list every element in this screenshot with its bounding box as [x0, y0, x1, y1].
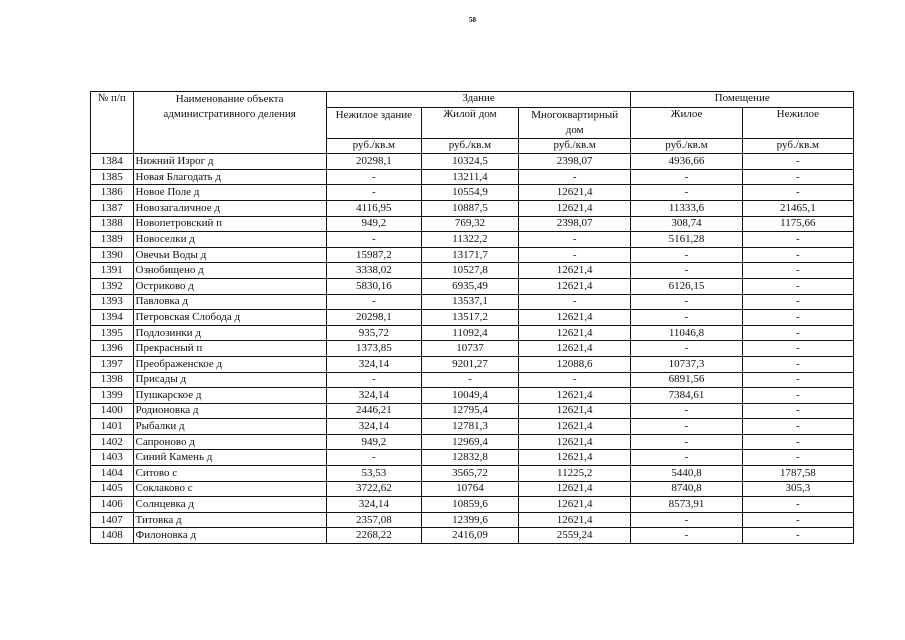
- object-name: Остриково д: [133, 278, 326, 294]
- value-nonres-premises: -: [742, 247, 853, 263]
- row-number: 1394: [91, 310, 134, 326]
- value-res-premises: -: [631, 169, 742, 185]
- value-apartment-house: -: [519, 232, 631, 248]
- value-res-premises: -: [631, 512, 742, 528]
- header-house: Жилой дом: [421, 107, 518, 138]
- table-row: [91, 294, 854, 310]
- value-res-premises: 8740,8: [631, 481, 742, 497]
- object-name: Пушкарское д: [133, 388, 326, 404]
- value-apartment-house: 12621,4: [519, 388, 631, 404]
- row-number: 1406: [91, 497, 134, 513]
- value-house: 11092,4: [421, 325, 518, 341]
- value-nonres-premises: -: [742, 263, 853, 279]
- table-row: [91, 481, 854, 497]
- value-apartment-house: 12621,4: [519, 403, 631, 419]
- object-name: Ознобищено д: [133, 263, 326, 279]
- value-res-premises: -: [631, 403, 742, 419]
- value-nonres-premises: -: [742, 278, 853, 294]
- value-res-premises: 6126,15: [631, 278, 742, 294]
- value-nonres-premises: -: [742, 294, 853, 310]
- value-nonres-building: -: [326, 372, 421, 388]
- value-nonres-building: 935,72: [326, 325, 421, 341]
- value-apartment-house: 12621,4: [519, 481, 631, 497]
- value-nonres-building: 3338,02: [326, 263, 421, 279]
- value-nonres-building: 20298,1: [326, 310, 421, 326]
- value-nonres-premises: -: [742, 512, 853, 528]
- value-apartment-house: -: [519, 169, 631, 185]
- value-apartment-house: 12088,6: [519, 356, 631, 372]
- row-number: 1396: [91, 341, 134, 357]
- row-number: 1391: [91, 263, 134, 279]
- value-nonres-premises: -: [742, 434, 853, 450]
- value-nonres-premises: -: [742, 232, 853, 248]
- value-res-premises: 6891,56: [631, 372, 742, 388]
- table-row: [91, 419, 854, 435]
- value-nonres-building: -: [326, 294, 421, 310]
- value-apartment-house: 12621,4: [519, 434, 631, 450]
- value-apartment-house: 12621,4: [519, 497, 631, 513]
- value-apartment-house: 11225,2: [519, 466, 631, 482]
- table-row: [91, 185, 854, 201]
- value-nonres-building: 324,14: [326, 497, 421, 513]
- row-number: 1384: [91, 154, 134, 170]
- table-header: [91, 92, 854, 154]
- row-number: 1386: [91, 185, 134, 201]
- value-nonres-building: 324,14: [326, 419, 421, 435]
- header-nonres-building: Нежилое здание: [326, 107, 421, 138]
- row-number: 1408: [91, 528, 134, 544]
- table-row: [91, 356, 854, 372]
- value-nonres-building: -: [326, 450, 421, 466]
- table-row: [91, 450, 854, 466]
- value-nonres-building: 3722,62: [326, 481, 421, 497]
- value-nonres-building: 15987,2: [326, 247, 421, 263]
- value-nonres-premises: -: [742, 325, 853, 341]
- table-row: [91, 466, 854, 482]
- value-res-premises: 10737,3: [631, 356, 742, 372]
- header-apartment-house: Многоквартирный дом: [519, 107, 631, 138]
- value-apartment-house: 12621,4: [519, 310, 631, 326]
- value-apartment-house: 12621,4: [519, 341, 631, 357]
- value-apartment-house: 12621,4: [519, 278, 631, 294]
- value-apartment-house: -: [519, 247, 631, 263]
- header-name: Наименование объекта административного деления: [133, 92, 326, 154]
- row-number: 1402: [91, 434, 134, 450]
- header-num: № п/п: [91, 92, 134, 154]
- value-nonres-building: 2446,21: [326, 403, 421, 419]
- value-nonres-building: -: [326, 169, 421, 185]
- table-row: [91, 216, 854, 232]
- value-house: 10324,5: [421, 154, 518, 170]
- value-nonres-premises: -: [742, 388, 853, 404]
- value-nonres-premises: -: [742, 169, 853, 185]
- value-apartment-house: -: [519, 372, 631, 388]
- value-res-premises: -: [631, 528, 742, 544]
- table-row: [91, 232, 854, 248]
- value-house: 12795,4: [421, 403, 518, 419]
- value-nonres-building: 324,14: [326, 388, 421, 404]
- value-nonres-building: 5830,16: [326, 278, 421, 294]
- value-apartment-house: 12621,4: [519, 185, 631, 201]
- value-apartment-house: 2559,24: [519, 528, 631, 544]
- value-nonres-premises: -: [742, 185, 853, 201]
- value-res-premises: -: [631, 310, 742, 326]
- value-house: 13211,4: [421, 169, 518, 185]
- value-nonres-building: 2268,22: [326, 528, 421, 544]
- row-number: 1395: [91, 325, 134, 341]
- table-row: [91, 403, 854, 419]
- value-nonres-building: 949,2: [326, 216, 421, 232]
- value-house: 12399,6: [421, 512, 518, 528]
- table-row: [91, 247, 854, 263]
- page-number: 58: [469, 16, 476, 24]
- object-name: Ситово с: [133, 466, 326, 482]
- table-row: [91, 278, 854, 294]
- value-house: -: [421, 372, 518, 388]
- object-name: Овечьи Воды д: [133, 247, 326, 263]
- object-name: Новое Поле д: [133, 185, 326, 201]
- value-nonres-premises: -: [742, 310, 853, 326]
- row-number: 1388: [91, 216, 134, 232]
- header-group-building: Здание: [326, 92, 631, 108]
- value-house: 12969,4: [421, 434, 518, 450]
- row-number: 1390: [91, 247, 134, 263]
- object-name: Филоновка д: [133, 528, 326, 544]
- table-row: [91, 325, 854, 341]
- object-name: Соклаково с: [133, 481, 326, 497]
- value-nonres-building: 324,14: [326, 356, 421, 372]
- value-res-premises: -: [631, 247, 742, 263]
- value-res-premises: -: [631, 263, 742, 279]
- value-apartment-house: 12621,4: [519, 419, 631, 435]
- value-house: 10887,5: [421, 200, 518, 216]
- object-name: Павловка д: [133, 294, 326, 310]
- value-nonres-building: 4116,95: [326, 200, 421, 216]
- value-nonres-premises: -: [742, 497, 853, 513]
- object-name: Петровская Слобода д: [133, 310, 326, 326]
- object-name: Новоселки д: [133, 232, 326, 248]
- value-house: 12781,3: [421, 419, 518, 435]
- value-apartment-house: 12621,4: [519, 325, 631, 341]
- object-name: Подлозинки д: [133, 325, 326, 341]
- value-nonres-premises: 305,3: [742, 481, 853, 497]
- value-nonres-premises: 21465,1: [742, 200, 853, 216]
- value-nonres-building: 949,2: [326, 434, 421, 450]
- table-row: [91, 434, 854, 450]
- header-group-premises: Помещение: [631, 92, 854, 108]
- value-house: 13171,7: [421, 247, 518, 263]
- row-number: 1399: [91, 388, 134, 404]
- value-res-premises: 8573,91: [631, 497, 742, 513]
- value-nonres-premises: -: [742, 528, 853, 544]
- table-row: [91, 512, 854, 528]
- value-res-premises: -: [631, 294, 742, 310]
- table-body: [91, 154, 854, 544]
- value-house: 2416,09: [421, 528, 518, 544]
- value-house: 3565,72: [421, 466, 518, 482]
- value-house: 6935,49: [421, 278, 518, 294]
- table-row: [91, 310, 854, 326]
- value-nonres-premises: 1175,66: [742, 216, 853, 232]
- value-res-premises: 5440,8: [631, 466, 742, 482]
- value-nonres-premises: -: [742, 419, 853, 435]
- value-apartment-house: 12621,4: [519, 200, 631, 216]
- value-res-premises: 5161,28: [631, 232, 742, 248]
- row-number: 1398: [91, 372, 134, 388]
- header-unit: руб./кв.м: [326, 138, 421, 154]
- value-apartment-house: 12621,4: [519, 450, 631, 466]
- value-nonres-premises: -: [742, 403, 853, 419]
- object-name: Синий Камень д: [133, 450, 326, 466]
- value-apartment-house: 2398,07: [519, 154, 631, 170]
- value-nonres-building: 1373,85: [326, 341, 421, 357]
- header-res-premises: Жилое: [631, 107, 742, 138]
- table-row: [91, 263, 854, 279]
- object-name: Преображенское д: [133, 356, 326, 372]
- value-house: 13517,2: [421, 310, 518, 326]
- value-nonres-premises: -: [742, 372, 853, 388]
- row-number: 1393: [91, 294, 134, 310]
- value-house: 10527,8: [421, 263, 518, 279]
- table-row: [91, 497, 854, 513]
- value-house: 9201,27: [421, 356, 518, 372]
- object-name: Рыбалки д: [133, 419, 326, 435]
- header-unit: руб./кв.м: [631, 138, 742, 154]
- row-number: 1397: [91, 356, 134, 372]
- row-number: 1392: [91, 278, 134, 294]
- row-number: 1385: [91, 169, 134, 185]
- header-unit: руб./кв.м: [421, 138, 518, 154]
- table-row: [91, 154, 854, 170]
- object-name: Сапроново д: [133, 434, 326, 450]
- value-nonres-building: 53,53: [326, 466, 421, 482]
- table-row: [91, 169, 854, 185]
- row-number: 1401: [91, 419, 134, 435]
- value-apartment-house: 12621,4: [519, 512, 631, 528]
- value-nonres-premises: -: [742, 450, 853, 466]
- row-number: 1389: [91, 232, 134, 248]
- value-house: 769,32: [421, 216, 518, 232]
- value-nonres-premises: -: [742, 341, 853, 357]
- value-res-premises: 4936,66: [631, 154, 742, 170]
- value-res-premises: -: [631, 419, 742, 435]
- value-res-premises: -: [631, 434, 742, 450]
- value-nonres-building: -: [326, 232, 421, 248]
- object-name: Солнцевка д: [133, 497, 326, 513]
- value-apartment-house: -: [519, 294, 631, 310]
- header-unit: руб./кв.м: [742, 138, 853, 154]
- value-apartment-house: 2398,07: [519, 216, 631, 232]
- table-row: [91, 200, 854, 216]
- object-name: Нижний Изрог д: [133, 154, 326, 170]
- header-nonres-premises: Нежилое: [742, 107, 853, 138]
- value-house: 13537,1: [421, 294, 518, 310]
- tariff-table: [90, 91, 854, 544]
- value-res-premises: -: [631, 185, 742, 201]
- table-row: [91, 388, 854, 404]
- value-nonres-building: 20298,1: [326, 154, 421, 170]
- object-name: Новопетровский п: [133, 216, 326, 232]
- value-res-premises: -: [631, 341, 742, 357]
- value-house: 12832,8: [421, 450, 518, 466]
- object-name: Присады д: [133, 372, 326, 388]
- value-nonres-premises: 1787,58: [742, 466, 853, 482]
- row-number: 1405: [91, 481, 134, 497]
- value-house: 10737: [421, 341, 518, 357]
- value-nonres-premises: -: [742, 356, 853, 372]
- object-name: Новозагаличное д: [133, 200, 326, 216]
- value-res-premises: 11333,6: [631, 200, 742, 216]
- value-res-premises: 11046,8: [631, 325, 742, 341]
- row-number: 1407: [91, 512, 134, 528]
- value-nonres-building: 2357,08: [326, 512, 421, 528]
- row-number: 1403: [91, 450, 134, 466]
- object-name: Титовка д: [133, 512, 326, 528]
- value-apartment-house: 12621,4: [519, 263, 631, 279]
- value-house: 10554,9: [421, 185, 518, 201]
- value-res-premises: -: [631, 450, 742, 466]
- value-nonres-premises: -: [742, 154, 853, 170]
- value-res-premises: 7384,61: [631, 388, 742, 404]
- value-house: 10859,6: [421, 497, 518, 513]
- object-name: Новая Благодать д: [133, 169, 326, 185]
- table-row: [91, 372, 854, 388]
- value-house: 10049,4: [421, 388, 518, 404]
- value-house: 11322,2: [421, 232, 518, 248]
- value-res-premises: 308,74: [631, 216, 742, 232]
- header-unit: руб./кв.м: [519, 138, 631, 154]
- value-nonres-building: -: [326, 185, 421, 201]
- table-row: [91, 341, 854, 357]
- value-house: 10764: [421, 481, 518, 497]
- object-name: Родионовка д: [133, 403, 326, 419]
- table-row: [91, 528, 854, 544]
- row-number: 1400: [91, 403, 134, 419]
- object-name: Прекрасный п: [133, 341, 326, 357]
- row-number: 1387: [91, 200, 134, 216]
- row-number: 1404: [91, 466, 134, 482]
